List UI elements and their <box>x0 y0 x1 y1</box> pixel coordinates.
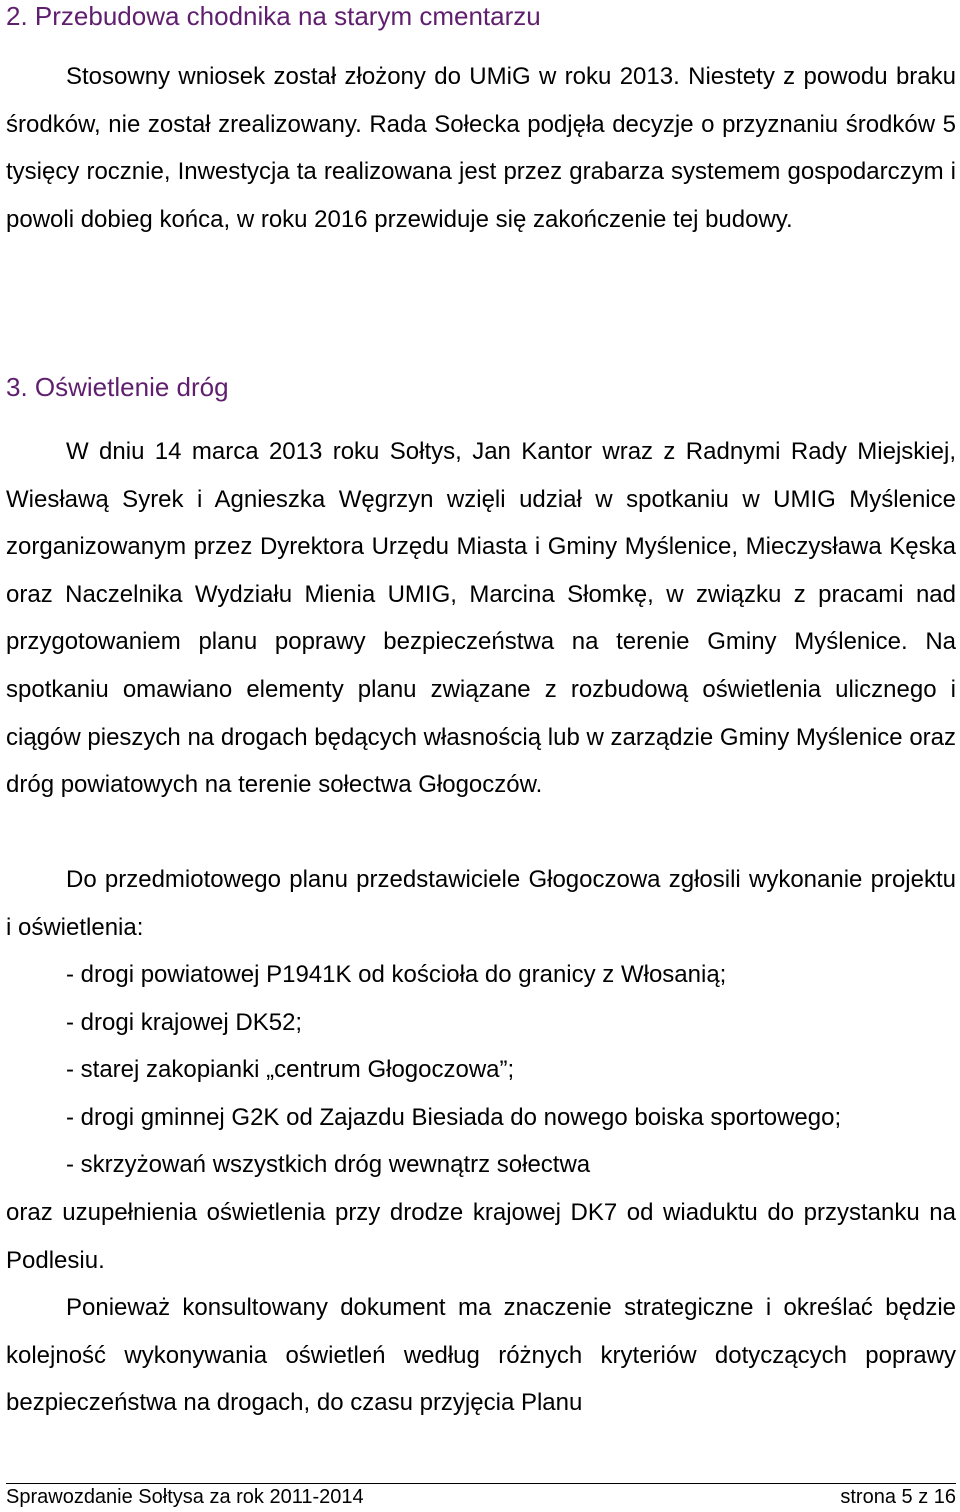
footer-divider <box>6 1483 956 1484</box>
section-3-paragraph-1: W dniu 14 marca 2013 roku Sołtys, Jan Kantor wraz z Radnymi Rady Miejskiej, Wiesławą Syrek i Agnieszka Węgrzyn wzięli udział w spotkaniu w UMIG Myślenice zorganizowanym przez Dyrektora Urzędu Miasta i Gminy Myślenice, Mieczysława Kęska oraz Naczelnika Wydziału Mienia UMIG, Marcina Słomkę, w związku z pracami nad przygotowaniem planu poprawy bezpieczeństwa na terenie Gminy Myślenice. Na spotkaniu omawiano elementy planu związane z rozbudową oświetlenia ulicznego i ciągów pieszych na drogach będących własnością lub w zarządzie Gminy Myślenice oraz dróg powiatowych na terenie sołectwa Głogoczów. <box>6 438 956 799</box>
section-3-paragraph-3: oraz uzupełnienia oświetlenia przy drodze krajowej DK7 od wiaduktu do przystanku na Podlesiu. <box>6 1199 956 1274</box>
lighting-requests-list <box>66 951 841 1189</box>
section-heading-3: 3. Oświetlenie dróg <box>6 372 229 402</box>
section-3-paragraph-4: Ponieważ konsultowany dokument ma znaczenie strategiczne i określać będzie kolejność wykonywania oświetleń według różnych kryteriów dotyczących poprawy bezpieczeństwa na drogach, do czasu przyjęcia Planu <box>6 1294 956 1417</box>
list-item: - drogi krajowej DK52; <box>66 1008 303 1036</box>
section-3-paragraph-2: Do przedmiotowego planu przedstawiciele Głogoczowa zgłosili wykonanie projektu i oświetlenia: <box>6 866 956 941</box>
page-number: strona 5 z 16 <box>840 1486 956 1508</box>
list-item: - starej zakopianki „centrum Głogoczowa”; <box>66 1056 515 1084</box>
section-heading-2: 2. Przebudowa chodnika na starym cmentarzu <box>6 1 541 31</box>
section-2-paragraph: Stosowny wniosek został złożony do UMiG w roku 2013. Niestety z powodu braku środków, nie został zrealizowany. Rada Sołecka podjęła decyzje o przyznaniu środków 5 tysięcy rocznie, Inwestycja ta realizowana jest przez grabarza systemem gospodarczym i powoli dobieg końca, w roku 2016 przewiduje się zakończenie tej budowy. <box>6 63 956 233</box>
document-page <box>6 0 956 1512</box>
list-item: - drogi gminnej G2K od Zajazdu Biesiada do nowego boiska sportowego; <box>66 1103 842 1131</box>
list-item: - skrzyżowań wszystkich dróg wewnątrz sołectwa <box>66 1151 591 1179</box>
list-item: - drogi powiatowej P1941K od kościoła do granicy z Włosanią; <box>66 961 727 988</box>
footer-title: Sprawozdanie Sołtysa za rok 2011-2014 <box>6 1486 364 1508</box>
